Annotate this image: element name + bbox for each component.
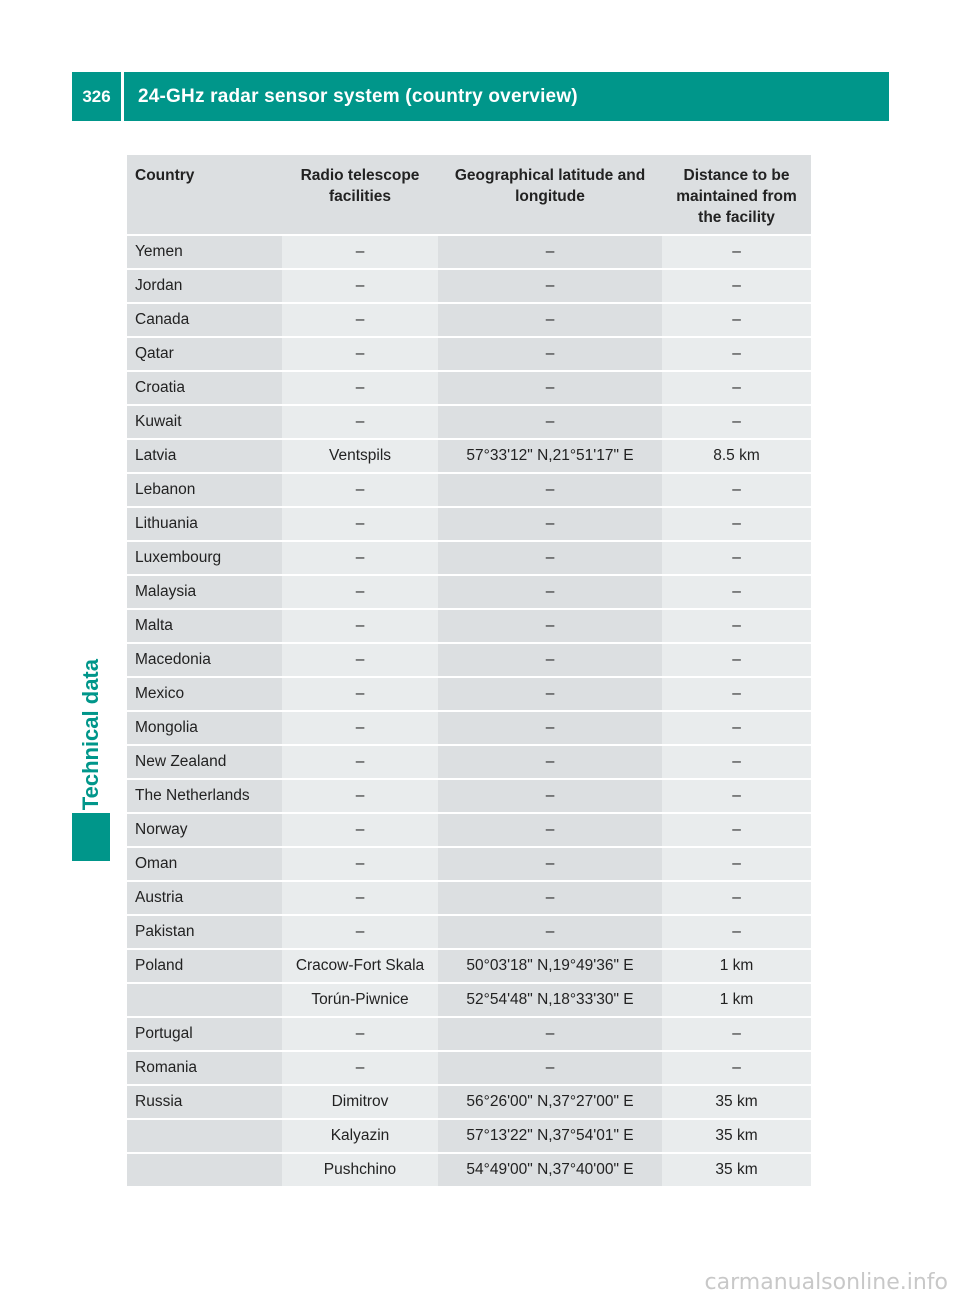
cell-coordinates: – xyxy=(438,303,662,337)
column-header-facilities: Radio telescope facilities xyxy=(282,155,438,235)
cell-distance: – xyxy=(662,303,811,337)
table-row xyxy=(127,473,811,507)
table-row xyxy=(127,575,811,609)
table-row xyxy=(127,609,811,643)
cell-coordinates: – xyxy=(438,609,662,643)
cell-distance: 35 km xyxy=(662,1085,811,1119)
cell-facility: – xyxy=(282,405,438,439)
cell-country: Oman xyxy=(127,847,282,881)
cell-facility: – xyxy=(282,711,438,745)
cell-distance: – xyxy=(662,473,811,507)
cell-coordinates: – xyxy=(438,405,662,439)
cell-country: Jordan xyxy=(127,269,282,303)
table-row xyxy=(127,983,811,1017)
cell-coordinates: – xyxy=(438,813,662,847)
table-row xyxy=(127,541,811,575)
cell-country: Yemen xyxy=(127,235,282,269)
cell-distance: – xyxy=(662,813,811,847)
cell-coordinates: – xyxy=(438,269,662,303)
cell-coordinates: 50°03'18" N,19°49'36" E xyxy=(438,949,662,983)
cell-coordinates: – xyxy=(438,473,662,507)
cell-distance: – xyxy=(662,609,811,643)
table-row xyxy=(127,915,811,949)
table-row xyxy=(127,405,811,439)
cell-distance: – xyxy=(662,405,811,439)
cell-distance: – xyxy=(662,371,811,405)
cell-coordinates: – xyxy=(438,643,662,677)
cell-facility: – xyxy=(282,915,438,949)
cell-distance: – xyxy=(662,779,811,813)
cell-country xyxy=(127,1153,282,1187)
cell-coordinates: – xyxy=(438,1017,662,1051)
cell-facility: – xyxy=(282,745,438,779)
cell-country: Luxembourg xyxy=(127,541,282,575)
table-row xyxy=(127,1119,811,1153)
cell-distance: 1 km xyxy=(662,983,811,1017)
page-number: 326 xyxy=(72,72,124,121)
cell-coordinates: – xyxy=(438,575,662,609)
table-body xyxy=(127,235,811,1187)
table-row xyxy=(127,813,811,847)
cell-distance: – xyxy=(662,337,811,371)
cell-coordinates: – xyxy=(438,677,662,711)
cell-country: Pakistan xyxy=(127,915,282,949)
table-row xyxy=(127,745,811,779)
cell-country: Malaysia xyxy=(127,575,282,609)
cell-distance: – xyxy=(662,541,811,575)
column-header-coordinates: Geographical latitude and longitude xyxy=(438,155,662,235)
cell-distance: – xyxy=(662,847,811,881)
cell-distance: – xyxy=(662,235,811,269)
column-header-distance: Distance to be maintained from the facility xyxy=(662,155,811,235)
cell-coordinates: – xyxy=(438,779,662,813)
cell-country: Canada xyxy=(127,303,282,337)
table-row xyxy=(127,439,811,473)
country-overview-table xyxy=(127,155,811,1188)
cell-coordinates: – xyxy=(438,337,662,371)
cell-facility: Dimitrov xyxy=(282,1085,438,1119)
table-row xyxy=(127,507,811,541)
cell-distance: 35 km xyxy=(662,1153,811,1187)
cell-distance: – xyxy=(662,269,811,303)
cell-facility: Ventspils xyxy=(282,439,438,473)
cell-facility: – xyxy=(282,269,438,303)
cell-country: Kuwait xyxy=(127,405,282,439)
cell-distance: – xyxy=(662,711,811,745)
cell-coordinates: – xyxy=(438,745,662,779)
table-row xyxy=(127,1085,811,1119)
table-row xyxy=(127,643,811,677)
cell-facility: – xyxy=(282,337,438,371)
cell-distance: – xyxy=(662,745,811,779)
page-title: 24-GHz radar sensor system (country overview) xyxy=(138,85,578,107)
cell-country: Russia xyxy=(127,1085,282,1119)
cell-country: Poland xyxy=(127,949,282,983)
cell-country: Macedonia xyxy=(127,643,282,677)
cell-country: Lebanon xyxy=(127,473,282,507)
cell-distance: – xyxy=(662,643,811,677)
table-row xyxy=(127,337,811,371)
watermark: carmanualsonline.info xyxy=(704,1270,948,1295)
cell-coordinates: – xyxy=(438,915,662,949)
cell-country: Norway xyxy=(127,813,282,847)
cell-country: Romania xyxy=(127,1051,282,1085)
cell-facility: – xyxy=(282,575,438,609)
cell-coordinates: – xyxy=(438,235,662,269)
cell-coordinates: 56°26'00" N,37°27'00" E xyxy=(438,1085,662,1119)
cell-facility: – xyxy=(282,235,438,269)
cell-coordinates: – xyxy=(438,507,662,541)
cell-facility: – xyxy=(282,473,438,507)
cell-coordinates: – xyxy=(438,847,662,881)
cell-distance: – xyxy=(662,507,811,541)
cell-distance: – xyxy=(662,1017,811,1051)
cell-coordinates: 52°54'48" N,18°33'30" E xyxy=(438,983,662,1017)
cell-distance: – xyxy=(662,677,811,711)
cell-country: Mongolia xyxy=(127,711,282,745)
cell-facility: – xyxy=(282,507,438,541)
cell-facility: – xyxy=(282,881,438,915)
cell-facility: – xyxy=(282,847,438,881)
cell-country: The Netherlands xyxy=(127,779,282,813)
cell-distance: – xyxy=(662,575,811,609)
cell-country: Mexico xyxy=(127,677,282,711)
cell-facility: – xyxy=(282,677,438,711)
cell-coordinates: – xyxy=(438,371,662,405)
cell-distance: – xyxy=(662,1051,811,1085)
table-row xyxy=(127,711,811,745)
table-row xyxy=(127,1153,811,1187)
cell-coordinates: – xyxy=(438,881,662,915)
cell-facility: – xyxy=(282,303,438,337)
table-header-row xyxy=(127,155,811,235)
cell-coordinates: – xyxy=(438,541,662,575)
cell-distance: 8.5 km xyxy=(662,439,811,473)
cell-distance: 1 km xyxy=(662,949,811,983)
cell-distance: 35 km xyxy=(662,1119,811,1153)
table-row xyxy=(127,1051,811,1085)
cell-facility: – xyxy=(282,779,438,813)
table-row xyxy=(127,779,811,813)
table-row xyxy=(127,235,811,269)
cell-coordinates: – xyxy=(438,1051,662,1085)
table-row xyxy=(127,371,811,405)
cell-facility: Torún-Piwnice xyxy=(282,983,438,1017)
section-tab-label: Technical data xyxy=(78,658,103,810)
cell-country: Portugal xyxy=(127,1017,282,1051)
table-row xyxy=(127,269,811,303)
section-tab-marker xyxy=(72,813,110,861)
cell-facility: Pushchino xyxy=(282,1153,438,1187)
cell-facility: Kalyazin xyxy=(282,1119,438,1153)
cell-facility: – xyxy=(282,609,438,643)
cell-country: Austria xyxy=(127,881,282,915)
cell-facility: – xyxy=(282,541,438,575)
cell-facility: – xyxy=(282,371,438,405)
cell-facility: – xyxy=(282,1017,438,1051)
cell-country xyxy=(127,1119,282,1153)
table-row xyxy=(127,677,811,711)
cell-facility: – xyxy=(282,1051,438,1085)
cell-coordinates: 57°33'12" N,21°51'17" E xyxy=(438,439,662,473)
country-table xyxy=(127,155,811,1188)
table-row xyxy=(127,303,811,337)
cell-country: Lithuania xyxy=(127,507,282,541)
cell-coordinates: 54°49'00" N,37°40'00" E xyxy=(438,1153,662,1187)
cell-country xyxy=(127,983,282,1017)
cell-facility: Cracow-Fort Skala xyxy=(282,949,438,983)
column-header-country: Country xyxy=(127,155,282,235)
cell-facility: – xyxy=(282,643,438,677)
cell-country: Croatia xyxy=(127,371,282,405)
table-row xyxy=(127,949,811,983)
cell-coordinates: 57°13'22" N,37°54'01" E xyxy=(438,1119,662,1153)
page-header xyxy=(72,72,889,121)
table-row xyxy=(127,881,811,915)
table-row xyxy=(127,1017,811,1051)
cell-distance: – xyxy=(662,915,811,949)
cell-facility: – xyxy=(282,813,438,847)
cell-distance: – xyxy=(662,881,811,915)
cell-coordinates: – xyxy=(438,711,662,745)
section-tab xyxy=(72,140,110,810)
cell-country: Qatar xyxy=(127,337,282,371)
table-row xyxy=(127,847,811,881)
cell-country: Malta xyxy=(127,609,282,643)
cell-country: Latvia xyxy=(127,439,282,473)
cell-country: New Zealand xyxy=(127,745,282,779)
